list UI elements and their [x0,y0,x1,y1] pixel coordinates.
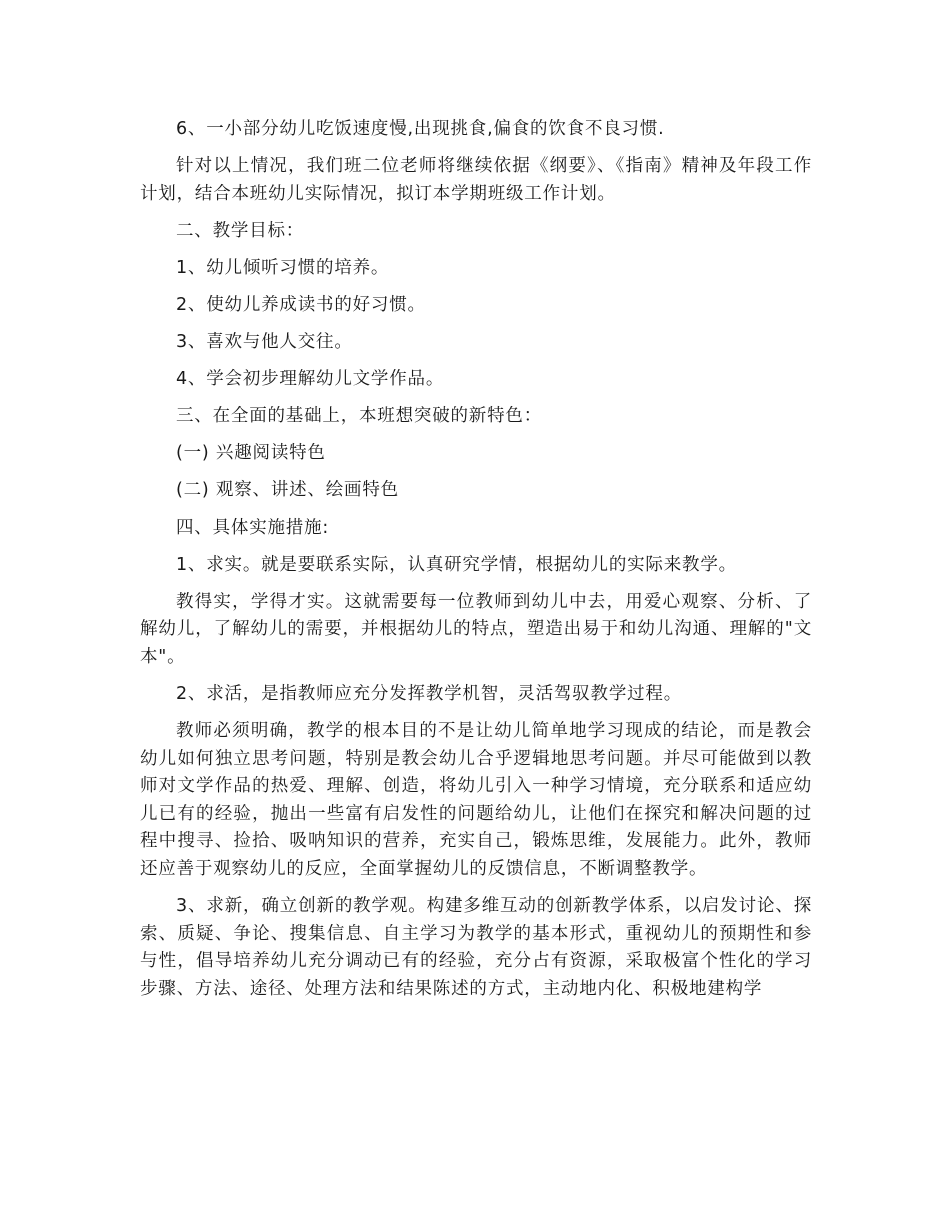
paragraph: 6、一小部分幼儿吃饭速度慢,出现挑食,偏食的饮食不良习惯. [176,119,665,139]
paragraph: 针对以上情况，我们班二位老师将继续依据《纲要》、《指南》精神及年段工作计划，结合本班幼儿实际情况，拟订本学期班级工作计划。 [140,156,812,204]
paragraph: 教得实，学得才实。这就需要每一位教师到幼儿中去，用爱心观察、分析、了解幼儿，了解幼儿的需要，并根据幼儿的特点，塑造出易于和幼儿沟通、理解的"文本"。 [140,591,812,667]
paragraph: 教师必须明确，教学的根本目的不是让幼儿简单地学习现成的结论，而是教会幼儿如何独立思考问题，特别是教会幼儿合乎逻辑地思考问题。并尽可能做到以教师对文学作品的热爱、理解、创造，将幼儿引入一种学习情境，充分联系和适应幼儿已有的经验，抛出一些富有启发性的问题给幼儿，让他们在探究和解决问题的过程中搜寻、捡拾、吸呐知识的营养，充实自己，锻炼思维，发展能力。此外，教师还应善于观察幼儿的反应，全面掌握幼儿的反馈信息，不断调整教学。 [140,721,812,880]
section-heading: 二、教学目标： [176,220,305,241]
list-item: 3、喜欢与他人交往。 [176,332,353,353]
list-item: 2、使幼儿养成读书的好习惯。 [176,294,426,315]
list-item: 4、学会初步理解幼儿文学作品。 [176,369,445,390]
document-body [140,116,812,1013]
list-item: (二) 观察、讲述、绘画特色 [176,480,399,501]
paragraph: 2、求活，是指教师应充分发挥教学机智，灵活驾驭教学过程。 [176,684,683,704]
list-item: (一) 兴趣阅读特色 [176,443,326,464]
paragraph: 3、求新，确立创新的教学观。构建多维互动的创新教学体系，以启发讨论、探索、质疑、争论、搜集信息、自主学习为教学的基本形式，重视幼儿的预期性和参与性，倡导培养幼儿充分调动已有的经验，充分占有资源，采取极富个性化的学习步骤、方法、途径、处理方法和结果陈述的方式，主动地内化、积极地建构学 [140,896,812,999]
section-heading: 三、在全面的基础上，本班想突破的新特色： [176,406,542,427]
paragraph: 1、求实。就是要联系实际，认真研究学情，根据幼儿的实际来教学。 [176,554,737,575]
section-heading: 四、具体实施措施: [176,517,330,538]
list-item: 1、幼儿倾听习惯的培养。 [176,257,390,278]
